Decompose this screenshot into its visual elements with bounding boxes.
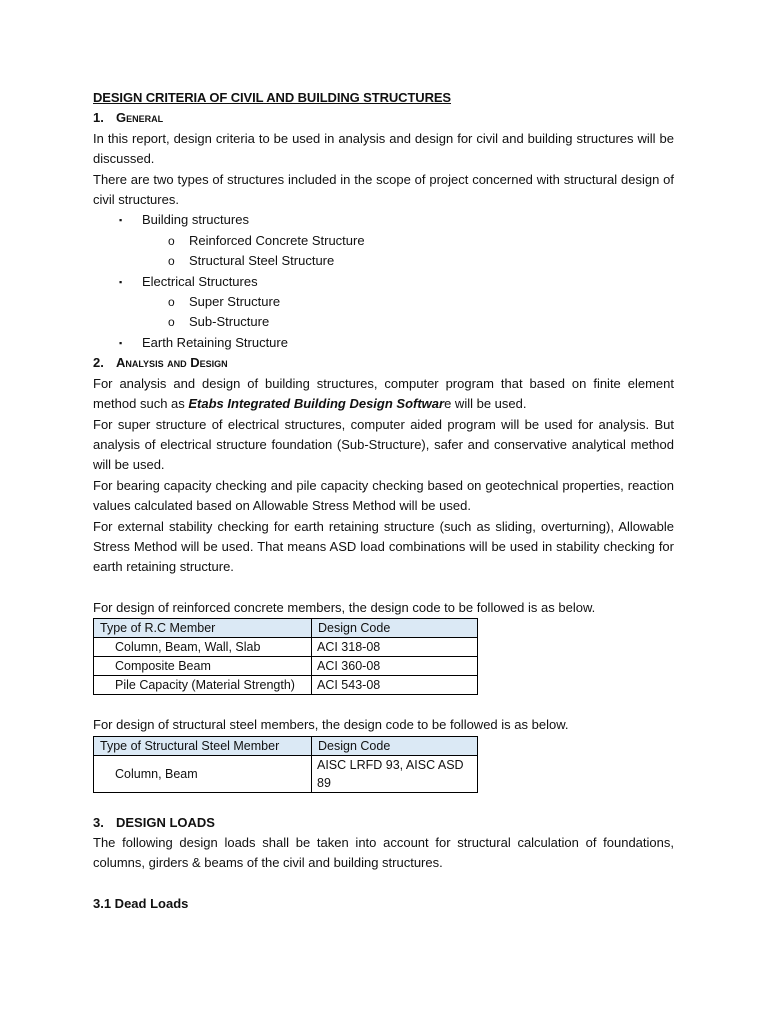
section-2-title: Analysis and Design — [116, 355, 228, 371]
section-2-number: 2. — [93, 355, 104, 371]
section-3-paragraph-1: The following design loads shall be taken into account for structural calculation of foundations, columns, girders & beams of the civil and building structures. — [93, 834, 674, 871]
table-row — [94, 638, 478, 657]
table-cell: AISC LRFD 93, AISC ASD 89 — [312, 755, 478, 792]
table-cell: ACI 543-08 — [312, 676, 478, 695]
section-3-number: 3. — [93, 814, 104, 830]
electrical-structures-sublist — [142, 292, 674, 333]
section-2-paragraph-1: For analysis and design of building structures, computer program that based on finite element method such as Etabs Integrated Building Design Software will be used. — [93, 375, 674, 412]
list-item-super-structure: o Super Structure — [142, 292, 674, 312]
list-item-sub-structure: o Sub-Structure — [142, 312, 674, 332]
circle-bullet-icon: o — [168, 233, 175, 248]
section-3-title: DESIGN LOADS — [116, 814, 215, 830]
circle-bullet-icon: o — [168, 254, 175, 269]
table-header-row — [94, 619, 478, 638]
section-2-paragraph-3: For bearing capacity checking and pile capacity checking based on geotechnical properties, reaction values calculated based on Allowable Stress Method will be used. — [93, 477, 674, 514]
rc-design-code-table — [93, 618, 478, 695]
section-2-paragraph-4: For external stability checking for earth retaining structure (such as sliding, overturning), Allowable Stress Method will be used. That means ASD load combinations will be used in stability checking for earth retaining structure. — [93, 518, 674, 575]
square-bullet-icon: ▪ — [119, 215, 123, 226]
list-item-building-structures: ▪ Building structures o Reinforced Concrete Structure o Structural Steel Structure — [93, 210, 674, 271]
section-3-heading — [93, 813, 674, 833]
rc-table-intro: For design of reinforced concrete members, the design code to be followed is as below. — [93, 599, 596, 615]
table-cell: Pile Capacity (Material Strength) — [94, 676, 312, 695]
table-cell: Column, Beam — [94, 755, 312, 792]
steel-design-code-table — [93, 736, 478, 793]
structure-types-list — [93, 210, 674, 353]
table-cell: Column, Beam, Wall, Slab — [94, 638, 312, 657]
document-title: DESIGN CRITERIA OF CIVIL AND BUILDING STRUCTURES — [93, 90, 452, 105]
table-cell: ACI 318-08 — [312, 638, 478, 657]
square-bullet-icon: ▪ — [119, 337, 123, 348]
building-structures-sublist — [142, 231, 674, 272]
list-item-rc-structure: o Reinforced Concrete Structure — [142, 231, 674, 251]
section-2-paragraph-2: For super structure of electrical structures, computer aided program will be used for analysis. But analysis of electrical structure foundation (Sub-Structure), safer and conservative analytical method will be used. — [93, 416, 674, 473]
circle-bullet-icon: o — [168, 315, 175, 330]
table-header-cell: Design Code — [312, 736, 478, 755]
section-1-number: 1. — [93, 110, 104, 126]
table-header-cell: Design Code — [312, 619, 478, 638]
table-row — [94, 657, 478, 676]
subsection-3-1-heading: 3.1 Dead Loads — [93, 895, 189, 911]
table-row — [94, 755, 478, 792]
section-1-paragraph-2: There are two types of structures included in the scope of project concerned with structural design of civil structures. — [93, 171, 674, 208]
table-row — [94, 676, 478, 695]
table-cell: Composite Beam — [94, 657, 312, 676]
list-item-steel-structure: o Structural Steel Structure — [142, 251, 674, 271]
table-header-row — [94, 736, 478, 755]
steel-table-intro: For design of structural steel members, the design code to be followed is as below. — [93, 717, 569, 733]
table-header-cell: Type of R.C Member — [94, 619, 312, 638]
list-item-earth-retaining: ▪ Earth Retaining Structure — [93, 333, 674, 353]
square-bullet-icon: ▪ — [119, 276, 123, 287]
list-item-electrical-structures: ▪ Electrical Structures o Super Structure o Sub-Structure — [93, 272, 674, 333]
section-1-heading — [93, 108, 674, 128]
table-cell: ACI 360-08 — [312, 657, 478, 676]
circle-bullet-icon: o — [168, 295, 175, 310]
table-header-cell: Type of Structural Steel Member — [94, 736, 312, 755]
section-2-heading — [93, 353, 674, 373]
software-name: Etabs Integrated Building Design Softwar — [188, 396, 445, 412]
section-1-title: General — [116, 110, 164, 126]
section-1-paragraph-1: In this report, design criteria to be used in analysis and design for civil and building structures will be discussed. — [93, 130, 674, 167]
